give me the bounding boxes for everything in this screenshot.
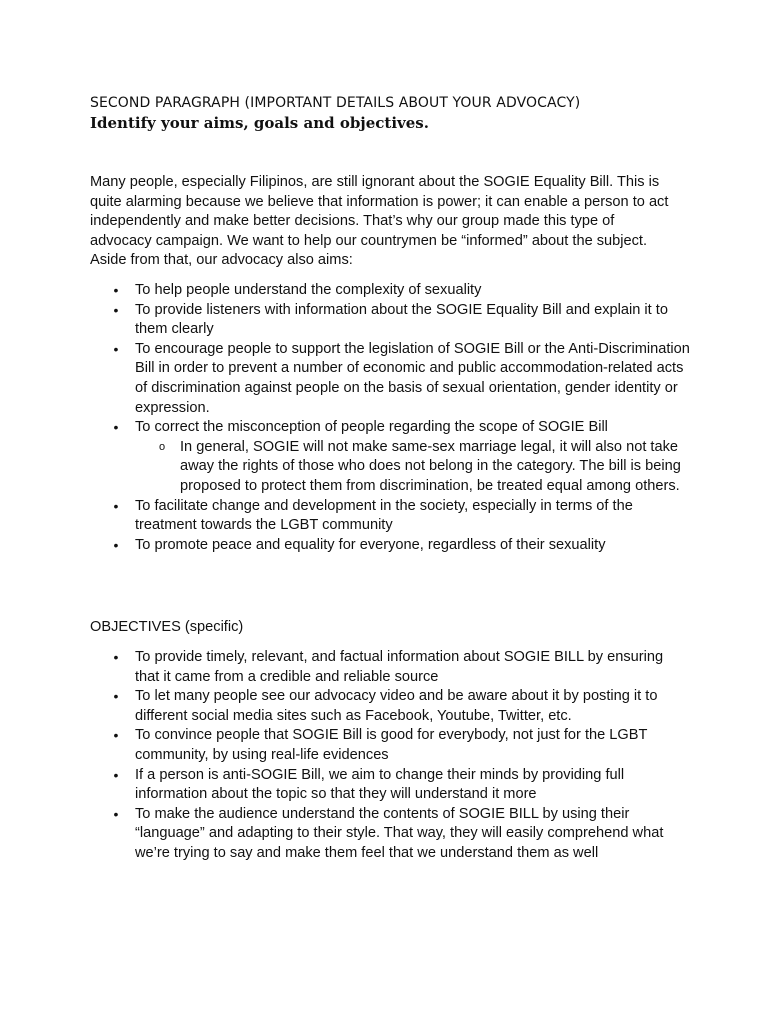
objective-text: To let many people see our advocacy video and be aware about it by posting it to different social media sites such as Facebook, Youtube, Twitter, etc. (135, 688, 658, 724)
aim-text: To promote peace and equality for everyone, regardless of their sexuality (135, 536, 606, 553)
bullet-icon: • (113, 805, 119, 822)
bullet-icon: • (113, 766, 119, 783)
aim-item (90, 536, 690, 556)
aim-item (90, 301, 690, 340)
objective-text: To make the audience understand the contents of SOGIE BILL by using their “language” and adapting to their style. That way, they will easily comprehend what we’re trying to say and make them feel that we understand them as well (135, 805, 664, 861)
aim-item (90, 418, 690, 496)
bullet-icon: • (113, 727, 119, 744)
aim-text: To correct the misconception of people regarding the scope of SOGIE Bill (135, 419, 608, 436)
objective-text: To provide timely, relevant, and factual information about SOGIE BILL by ensuring that it came from a credible and reliable source (135, 649, 664, 685)
bullet-icon: • (113, 688, 119, 705)
bullet-icon: • (113, 649, 119, 665)
objectives-heading: OBJECTIVES (specific) (90, 619, 244, 635)
bullet-icon: • (113, 419, 119, 436)
bullet-icon: • (113, 340, 119, 357)
aim-sub-item (135, 438, 690, 497)
objective-item (90, 766, 690, 805)
aims-list (90, 281, 690, 555)
objective-item (90, 687, 690, 726)
objective-text: To convince people that SOGIE Bill is good for everybody, not just for the LGBT community, by using real-life evidences (135, 727, 648, 763)
objective-item (90, 726, 690, 765)
aim-item (90, 281, 690, 301)
section-subheading: Identify your aims, goals and objectives. (90, 114, 429, 132)
aim-item (90, 497, 690, 536)
objective-item (90, 805, 690, 864)
sub-bullet-icon: o (159, 440, 166, 453)
bullet-icon: • (113, 282, 119, 298)
bullet-icon: • (113, 301, 119, 318)
objective-item (90, 648, 690, 687)
aim-text: To facilitate change and development in the society, especially in terms of the treatment towards the LGBT community (135, 497, 633, 534)
bullet-icon: • (113, 497, 119, 514)
aim-sub-text: In general, SOGIE will not make same-sex marriage legal, it will also not take away the rights of those who does not belong in the category. The bill is being proposed to protect them from discrimination, be treated equal among others. (180, 438, 681, 494)
aim-text: To help people understand the complexity of sexuality (135, 282, 482, 298)
bullet-icon: • (113, 536, 119, 553)
objectives-list (90, 648, 690, 864)
aim-text: To provide listeners with information about the SOGIE Equality Bill and explain it to them clearly (135, 301, 668, 338)
aim-text: To encourage people to support the legislation of SOGIE Bill or the Anti-Discrimination Bill in order to prevent a number of economic and public accommodation-related acts of discrimination against people on the basis of sexual orientation, gender identity or expression. (135, 340, 690, 416)
section-heading: SECOND PARAGRAPH (IMPORTANT DETAILS ABOUT YOUR ADVOCACY) (90, 95, 581, 111)
intro-paragraph: Many people, especially Filipinos, are still ignorant about the SOGIE Equality Bill. This is quite alarming because we believe that information is power; it can enable a person to act independently and make better decisions. That’s why our group made this type of advocacy campaign. We want to help our countrymen be “informed” about the subject. Aside from that, our advocacy also aims: (90, 174, 669, 269)
aim-item (90, 340, 690, 418)
objective-text: If a person is anti-SOGIE Bill, we aim to change their minds by providing full information about the topic so that they will understand it more (135, 766, 625, 803)
